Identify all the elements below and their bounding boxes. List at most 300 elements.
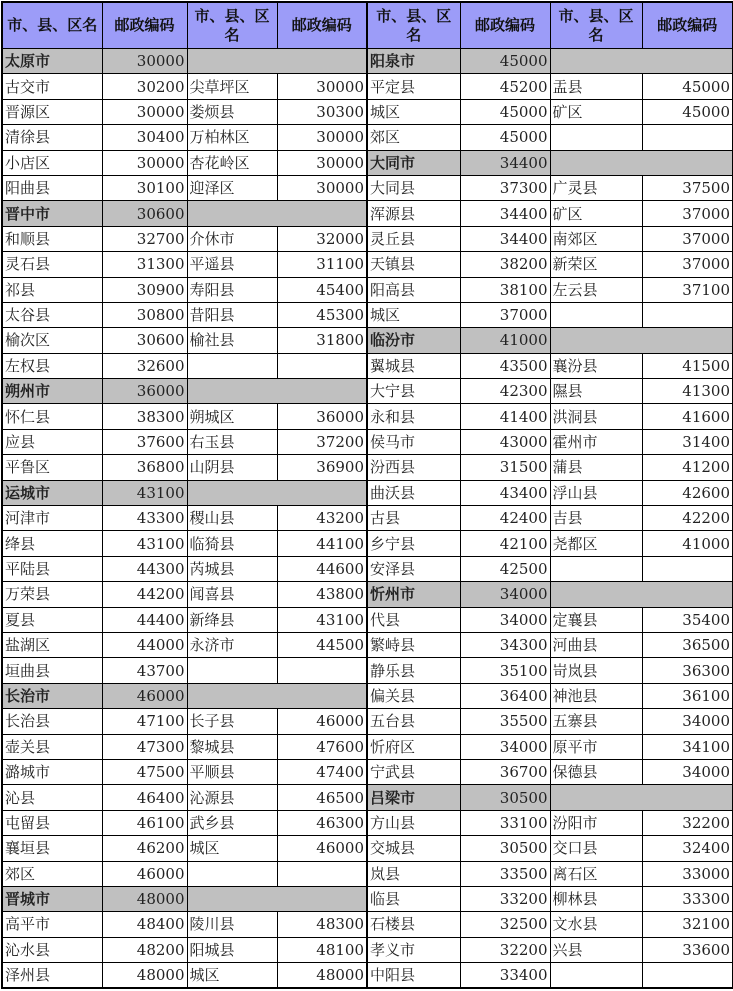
district-postal-code: 48300	[277, 912, 367, 937]
district-name: 中阳县	[367, 963, 460, 989]
district-postal-code: 45200	[460, 74, 550, 99]
district-name: 方山县	[367, 810, 460, 835]
table-row	[2, 480, 733, 505]
district-name: 偏关县	[367, 683, 460, 708]
district-name: 繁峙县	[367, 632, 460, 657]
district-postal-code: 30000	[277, 175, 367, 200]
district-postal-code: 31100	[277, 252, 367, 277]
district-name: 万柏林区	[187, 125, 277, 150]
district-postal-code: 43700	[102, 658, 187, 683]
district-name: 安泽县	[367, 556, 460, 581]
district-postal-code: 48100	[277, 937, 367, 962]
district-postal-code: 30200	[102, 74, 187, 99]
district-postal-code: 46300	[277, 810, 367, 835]
district-postal-code: 44000	[102, 632, 187, 657]
table-row	[2, 429, 733, 454]
district-name: 保德县	[550, 759, 642, 784]
district-postal-code: 32000	[277, 226, 367, 251]
district-postal-code	[277, 861, 367, 886]
district-name: 永济市	[187, 632, 277, 657]
district-name: 平定县	[367, 74, 460, 99]
city-postal-code: 46000	[102, 683, 187, 708]
city-name: 运城市	[2, 480, 102, 505]
district-name: 屯留县	[2, 810, 102, 835]
table-row	[2, 810, 733, 835]
district-postal-code: 45000	[460, 99, 550, 124]
district-name: 盂县	[550, 74, 642, 99]
district-postal-code: 42500	[460, 556, 550, 581]
city-name: 长治市	[2, 683, 102, 708]
district-postal-code: 47600	[277, 734, 367, 759]
table-row	[2, 963, 733, 989]
district-name: 和顺县	[2, 226, 102, 251]
district-name: 太谷县	[2, 302, 102, 327]
district-postal-code: 37500	[642, 175, 733, 200]
district-name: 榆社县	[187, 328, 277, 353]
district-postal-code: 30500	[460, 836, 550, 861]
district-postal-code: 46200	[102, 836, 187, 861]
table-row	[2, 734, 733, 759]
district-name: 盐湖区	[2, 632, 102, 657]
district-postal-code: 34100	[642, 734, 733, 759]
table-row	[2, 582, 733, 607]
district-postal-code: 48000	[277, 963, 367, 989]
header-row	[2, 2, 733, 49]
header-code: 邮政编码	[102, 2, 187, 49]
district-postal-code: 33100	[460, 810, 550, 835]
district-postal-code: 47400	[277, 759, 367, 784]
table-body	[2, 49, 733, 989]
district-postal-code: 41400	[460, 404, 550, 429]
district-postal-code: 30800	[102, 302, 187, 327]
district-name: 沁县	[2, 785, 102, 810]
district-name: 清徐县	[2, 125, 102, 150]
district-postal-code: 48200	[102, 937, 187, 962]
district-name: 昔阳县	[187, 302, 277, 327]
district-name: 大同县	[367, 175, 460, 200]
district-name: 小店区	[2, 150, 102, 175]
table-row	[2, 302, 733, 327]
table-row	[2, 632, 733, 657]
district-name: 万荣县	[2, 582, 102, 607]
district-postal-code: 35100	[460, 658, 550, 683]
district-postal-code: 42100	[460, 531, 550, 556]
district-postal-code: 36300	[642, 658, 733, 683]
city-row-filler	[187, 201, 367, 226]
district-postal-code: 38200	[460, 252, 550, 277]
district-postal-code: 32200	[460, 937, 550, 962]
district-name: 郊区	[367, 125, 460, 150]
district-postal-code: 43800	[277, 582, 367, 607]
district-postal-code: 33600	[642, 937, 733, 962]
district-postal-code: 43300	[102, 506, 187, 531]
district-name: 曲沃县	[367, 480, 460, 505]
district-postal-code: 30000	[277, 125, 367, 150]
district-name: 山阴县	[187, 455, 277, 480]
district-postal-code: 43400	[460, 480, 550, 505]
district-name	[187, 658, 277, 683]
district-postal-code: 45000	[460, 125, 550, 150]
district-postal-code: 37200	[277, 429, 367, 454]
district-postal-code: 44200	[102, 582, 187, 607]
district-name: 长治县	[2, 709, 102, 734]
district-postal-code: 33200	[460, 886, 550, 911]
header-code: 邮政编码	[642, 2, 733, 49]
table-row	[2, 455, 733, 480]
district-postal-code	[642, 302, 733, 327]
table-row	[2, 74, 733, 99]
district-postal-code: 34000	[460, 607, 550, 632]
district-postal-code: 30000	[277, 150, 367, 175]
district-name: 怀仁县	[2, 404, 102, 429]
district-name: 灵石县	[2, 252, 102, 277]
district-name: 杏花岭区	[187, 150, 277, 175]
district-postal-code: 30600	[102, 328, 187, 353]
district-postal-code: 42400	[460, 506, 550, 531]
district-name: 河津市	[2, 506, 102, 531]
district-name: 大宁县	[367, 379, 460, 404]
district-name: 左权县	[2, 353, 102, 378]
district-name: 新荣区	[550, 252, 642, 277]
district-postal-code: 42300	[460, 379, 550, 404]
district-postal-code: 30000	[102, 99, 187, 124]
city-row-filler	[187, 886, 367, 911]
district-postal-code: 36800	[102, 455, 187, 480]
district-name: 新绛县	[187, 607, 277, 632]
district-postal-code: 32200	[642, 810, 733, 835]
district-name: 沁水县	[2, 937, 102, 962]
district-postal-code: 31800	[277, 328, 367, 353]
city-row-filler	[550, 785, 733, 810]
district-postal-code: 41300	[642, 379, 733, 404]
district-name: 介休市	[187, 226, 277, 251]
district-name: 襄垣县	[2, 836, 102, 861]
district-postal-code: 37000	[642, 226, 733, 251]
district-postal-code: 46000	[277, 836, 367, 861]
district-name: 兴县	[550, 937, 642, 962]
district-name	[187, 861, 277, 886]
district-postal-code: 46100	[102, 810, 187, 835]
district-name: 河曲县	[550, 632, 642, 657]
city-postal-code: 34400	[460, 150, 550, 175]
city-name: 晋城市	[2, 886, 102, 911]
district-postal-code: 43500	[460, 353, 550, 378]
district-name	[550, 125, 642, 150]
district-postal-code: 34000	[460, 734, 550, 759]
district-name	[187, 353, 277, 378]
district-postal-code: 38300	[102, 404, 187, 429]
district-postal-code	[642, 963, 733, 989]
district-postal-code: 33300	[642, 886, 733, 911]
district-name: 南郊区	[550, 226, 642, 251]
city-row-filler	[187, 49, 367, 74]
district-postal-code: 46000	[277, 709, 367, 734]
city-row-filler	[550, 582, 733, 607]
city-row-filler	[550, 328, 733, 353]
table-row	[2, 353, 733, 378]
district-postal-code: 47500	[102, 759, 187, 784]
district-name: 高平市	[2, 912, 102, 937]
table-row	[2, 861, 733, 886]
city-postal-code: 45000	[460, 49, 550, 74]
table-row	[2, 125, 733, 150]
district-postal-code: 31300	[102, 252, 187, 277]
city-name: 太原市	[2, 49, 102, 74]
district-postal-code: 43000	[460, 429, 550, 454]
district-postal-code: 37600	[102, 429, 187, 454]
district-postal-code: 41000	[642, 531, 733, 556]
district-name: 天镇县	[367, 252, 460, 277]
district-postal-code: 30000	[277, 74, 367, 99]
district-name: 柳林县	[550, 886, 642, 911]
district-postal-code: 41600	[642, 404, 733, 429]
district-name: 矿区	[550, 201, 642, 226]
district-postal-code: 36100	[642, 683, 733, 708]
city-row-filler	[550, 150, 733, 175]
district-postal-code: 47300	[102, 734, 187, 759]
district-postal-code: 46000	[102, 861, 187, 886]
district-name: 原平市	[550, 734, 642, 759]
district-name: 右玉县	[187, 429, 277, 454]
district-name: 阳曲县	[2, 175, 102, 200]
district-name: 迎泽区	[187, 175, 277, 200]
district-name: 阳高县	[367, 277, 460, 302]
district-postal-code: 46500	[277, 785, 367, 810]
district-postal-code: 32700	[102, 226, 187, 251]
district-name: 霍州市	[550, 429, 642, 454]
table-row	[2, 252, 733, 277]
district-name: 吉县	[550, 506, 642, 531]
district-name: 泽州县	[2, 963, 102, 989]
city-postal-code: 34000	[460, 582, 550, 607]
district-name: 洪洞县	[550, 404, 642, 429]
district-name: 绛县	[2, 531, 102, 556]
table-row	[2, 759, 733, 784]
district-postal-code: 45400	[277, 277, 367, 302]
district-name: 尖草坪区	[187, 74, 277, 99]
district-postal-code: 34400	[460, 201, 550, 226]
district-postal-code: 36000	[277, 404, 367, 429]
city-row-filler	[187, 480, 367, 505]
district-name: 离石区	[550, 861, 642, 886]
district-name: 闻喜县	[187, 582, 277, 607]
district-postal-code: 37000	[460, 302, 550, 327]
district-name: 襄汾县	[550, 353, 642, 378]
district-postal-code: 32600	[102, 353, 187, 378]
district-postal-code: 44100	[277, 531, 367, 556]
table-row	[2, 226, 733, 251]
header-name: 市、县、区名	[367, 2, 460, 49]
district-postal-code: 36900	[277, 455, 367, 480]
district-name: 宁武县	[367, 759, 460, 784]
district-postal-code: 31500	[460, 455, 550, 480]
district-postal-code: 48000	[102, 963, 187, 989]
district-postal-code: 44600	[277, 556, 367, 581]
city-name: 朔州市	[2, 379, 102, 404]
city-postal-code: 41000	[460, 328, 550, 353]
district-postal-code: 30300	[277, 99, 367, 124]
district-name: 交口县	[550, 836, 642, 861]
table-row	[2, 785, 733, 810]
district-name: 芮城县	[187, 556, 277, 581]
district-name: 沁源县	[187, 785, 277, 810]
district-name: 岚县	[367, 861, 460, 886]
district-name	[550, 302, 642, 327]
district-name: 忻府区	[367, 734, 460, 759]
table-row	[2, 531, 733, 556]
district-postal-code: 37100	[642, 277, 733, 302]
district-name: 尧都区	[550, 531, 642, 556]
district-name: 临县	[367, 886, 460, 911]
district-name: 晋源区	[2, 99, 102, 124]
district-name: 古县	[367, 506, 460, 531]
district-name: 神池县	[550, 683, 642, 708]
city-row-filler	[550, 49, 733, 74]
district-name: 临猗县	[187, 531, 277, 556]
district-name: 静乐县	[367, 658, 460, 683]
postal-code-table	[1, 1, 733, 989]
district-postal-code: 32400	[642, 836, 733, 861]
district-name: 左云县	[550, 277, 642, 302]
district-name: 长子县	[187, 709, 277, 734]
district-postal-code	[642, 556, 733, 581]
district-postal-code: 32500	[460, 912, 550, 937]
district-postal-code: 43100	[102, 531, 187, 556]
district-postal-code: 30100	[102, 175, 187, 200]
district-postal-code: 46400	[102, 785, 187, 810]
table-row	[2, 49, 733, 74]
table-row	[2, 328, 733, 353]
district-name: 武乡县	[187, 810, 277, 835]
district-postal-code: 42600	[642, 480, 733, 505]
city-name: 晋中市	[2, 201, 102, 226]
city-name: 吕梁市	[367, 785, 460, 810]
district-postal-code: 45000	[642, 74, 733, 99]
district-postal-code: 36400	[460, 683, 550, 708]
table-row	[2, 404, 733, 429]
district-name: 隰县	[550, 379, 642, 404]
city-name: 阳泉市	[367, 49, 460, 74]
district-name: 永和县	[367, 404, 460, 429]
table-row	[2, 506, 733, 531]
table-row	[2, 886, 733, 911]
district-postal-code: 44500	[277, 632, 367, 657]
district-postal-code: 47100	[102, 709, 187, 734]
district-name: 稷山县	[187, 506, 277, 531]
district-postal-code: 36500	[642, 632, 733, 657]
district-name: 郊区	[2, 861, 102, 886]
district-postal-code	[277, 658, 367, 683]
city-row-filler	[187, 379, 367, 404]
header-name: 市、县、区名	[187, 2, 277, 49]
district-postal-code: 44300	[102, 556, 187, 581]
district-name: 乡宁县	[367, 531, 460, 556]
district-postal-code: 34300	[460, 632, 550, 657]
district-name: 广灵县	[550, 175, 642, 200]
district-name: 五台县	[367, 709, 460, 734]
district-name: 蒲县	[550, 455, 642, 480]
district-name: 浑源县	[367, 201, 460, 226]
district-postal-code: 34000	[642, 759, 733, 784]
district-postal-code: 33400	[460, 963, 550, 989]
table-row	[2, 658, 733, 683]
district-postal-code: 31400	[642, 429, 733, 454]
district-postal-code: 38100	[460, 277, 550, 302]
table-row	[2, 277, 733, 302]
district-postal-code: 33000	[642, 861, 733, 886]
district-postal-code: 30000	[102, 150, 187, 175]
district-name: 矿区	[550, 99, 642, 124]
city-name: 忻州市	[367, 582, 460, 607]
district-name: 壶关县	[2, 734, 102, 759]
table-row	[2, 99, 733, 124]
district-name: 寿阳县	[187, 277, 277, 302]
district-name	[550, 963, 642, 989]
district-name: 灵丘县	[367, 226, 460, 251]
table-row	[2, 175, 733, 200]
district-postal-code: 30900	[102, 277, 187, 302]
header-name: 市、县、区名	[2, 2, 102, 49]
district-postal-code: 36700	[460, 759, 550, 784]
header-code: 邮政编码	[460, 2, 550, 49]
district-postal-code: 33500	[460, 861, 550, 886]
district-postal-code: 41500	[642, 353, 733, 378]
district-name: 黎城县	[187, 734, 277, 759]
district-postal-code: 35400	[642, 607, 733, 632]
district-name: 阳城县	[187, 937, 277, 962]
city-postal-code: 30600	[102, 201, 187, 226]
table-row	[2, 683, 733, 708]
district-postal-code: 35500	[460, 709, 550, 734]
district-name: 城区	[187, 963, 277, 989]
city-postal-code: 30000	[102, 49, 187, 74]
city-postal-code: 30500	[460, 785, 550, 810]
district-name: 城区	[367, 302, 460, 327]
district-postal-code: 34400	[460, 226, 550, 251]
district-name: 五寨县	[550, 709, 642, 734]
district-name: 娄烦县	[187, 99, 277, 124]
district-postal-code: 43200	[277, 506, 367, 531]
district-postal-code: 44400	[102, 607, 187, 632]
district-name: 城区	[367, 99, 460, 124]
city-name: 临汾市	[367, 328, 460, 353]
district-name: 汾阳市	[550, 810, 642, 835]
district-name: 平陆县	[2, 556, 102, 581]
header-name: 市、县、区名	[550, 2, 642, 49]
district-name: 浮山县	[550, 480, 642, 505]
district-postal-code: 37300	[460, 175, 550, 200]
district-name: 侯马市	[367, 429, 460, 454]
city-postal-code: 43100	[102, 480, 187, 505]
district-name: 平顺县	[187, 759, 277, 784]
city-row-filler	[187, 683, 367, 708]
district-name: 夏县	[2, 607, 102, 632]
district-postal-code	[642, 125, 733, 150]
district-name: 朔城区	[187, 404, 277, 429]
district-name: 祁县	[2, 277, 102, 302]
district-name: 垣曲县	[2, 658, 102, 683]
district-name: 交城县	[367, 836, 460, 861]
district-name: 文水县	[550, 912, 642, 937]
district-postal-code: 37000	[642, 252, 733, 277]
district-name: 汾西县	[367, 455, 460, 480]
district-name: 孝义市	[367, 937, 460, 962]
district-postal-code: 37000	[642, 201, 733, 226]
district-name: 榆次区	[2, 328, 102, 353]
table-row	[2, 836, 733, 861]
table-row	[2, 556, 733, 581]
table-row	[2, 379, 733, 404]
